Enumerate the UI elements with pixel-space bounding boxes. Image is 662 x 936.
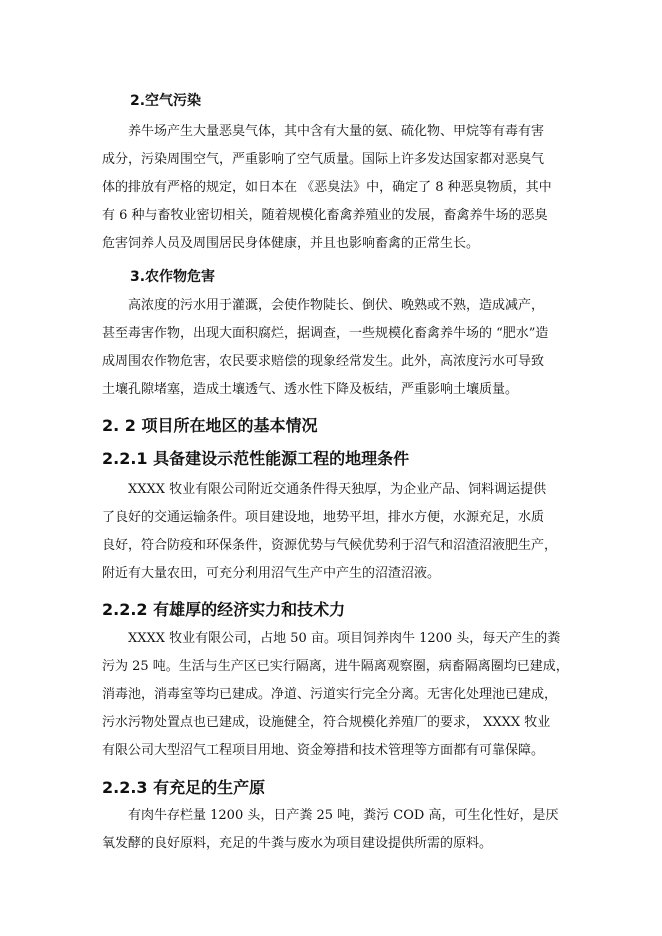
text-line: 养牛场产生大量恶臭气体，其中含有大量的氨、硫化物、甲烷等有毒有害 — [128, 124, 545, 139]
text-line: 污为 25 吨。生活与生产区已实行隔离，进牛隔离观察圈，病畜隔离圈均已建成， — [102, 659, 569, 674]
text-line: 附近有大量农田，可充分利用沼气生产中产生的沼渣沼液。 — [102, 566, 441, 581]
text-line: 污水污物处置点也已建成，设施健全，符合规模化养殖厂的要求， XXXX 牧业 — [102, 715, 551, 730]
paragraph-raw-materials — [102, 802, 570, 858]
paragraph-economic-technical-strength — [102, 625, 570, 765]
text-line: 氧发酵的良好原料，充足的牛粪与废水为项目建设提供所需的原料。 — [102, 836, 493, 851]
text-line: 成周围农作物危害，农民要求赔偿的现象经常发生。此外，高浓度污水可导致 — [102, 354, 545, 369]
text-line: 危害饲养人员及周围居民身体健康，并且也影响畜禽的正常生长。 — [102, 236, 480, 251]
heading-air-pollution: 2.空气污染 — [130, 93, 202, 109]
text-line: 了良好的交通运输条件。项目建设地，地势平坦，排水方便，水源充足，水质 — [102, 510, 545, 525]
text-line: 土壤孔隙堵塞，造成土壤透气、透水性下降及板结，严重影响土壤质量。 — [102, 382, 519, 397]
heading-project-area-basics: 2. 2 项目所在地区的基本情况 — [102, 416, 318, 435]
paragraph-geographic-conditions — [102, 476, 570, 588]
heading-economic-technical-strength: 2.2.2 有雄厚的经济实力和技术力 — [102, 600, 346, 619]
paragraph-air-pollution — [102, 118, 570, 258]
heading-raw-materials: 2.2.3 有充足的生产原 — [102, 778, 266, 797]
text-line: 良好，符合防疫和环保条件，资源优势与气候优势利于沼气和沼渣沼液肥生产， — [102, 538, 558, 553]
text-line: XXXX 牧业有限公司附近交通条件得天独厚，为企业产品、饲料调运提供 — [128, 482, 547, 497]
text-line: 甚至毒害作物，出现大面积腐烂，据调查，一些规模化畜禽养牛场的 “肥水”造 — [102, 326, 549, 341]
text-line: 有限公司大型沼气工程项目用地、资金筹措和技术管理等方面都有可靠保障。 — [102, 743, 545, 758]
heading-geographic-conditions: 2.2.1 具备建设示范性能源工程的地理条件 — [102, 449, 410, 468]
text-line: 高浓度的污水用于灌溉，会使作物陡长、倒伏、晚熟或不熟，造成减产， — [128, 298, 545, 313]
heading-crop-damage: 3.农作物危害 — [130, 269, 216, 285]
text-line: XXXX 牧业有限公司，占地 50 亩。项目饲养肉牛 1200 头，每天产生的粪 — [128, 631, 561, 646]
text-line: 有肉牛存栏量 1200 头，日产粪 25 吨，粪污 COD 高，可生化性好，是厌 — [128, 808, 559, 823]
text-line: 有 6 种与畜牧业密切相关，随着规模化畜禽养殖业的发展，畜禽养牛场的恶臭 — [102, 208, 548, 223]
text-line: 消毒池，消毒室等均已建成。净道、污道实行完全分离。无害化处理池已建成， — [102, 687, 558, 702]
paragraph-crop-damage — [102, 292, 570, 404]
text-line: 成分，污染周围空气，严重影响了空气质量。国际上许多发达国家都对恶臭气 — [102, 152, 545, 167]
text-line: 体的排放有严格的规定，如日本在 《恶臭法》中，确定了 8 种恶臭物质，其中 — [102, 180, 552, 195]
